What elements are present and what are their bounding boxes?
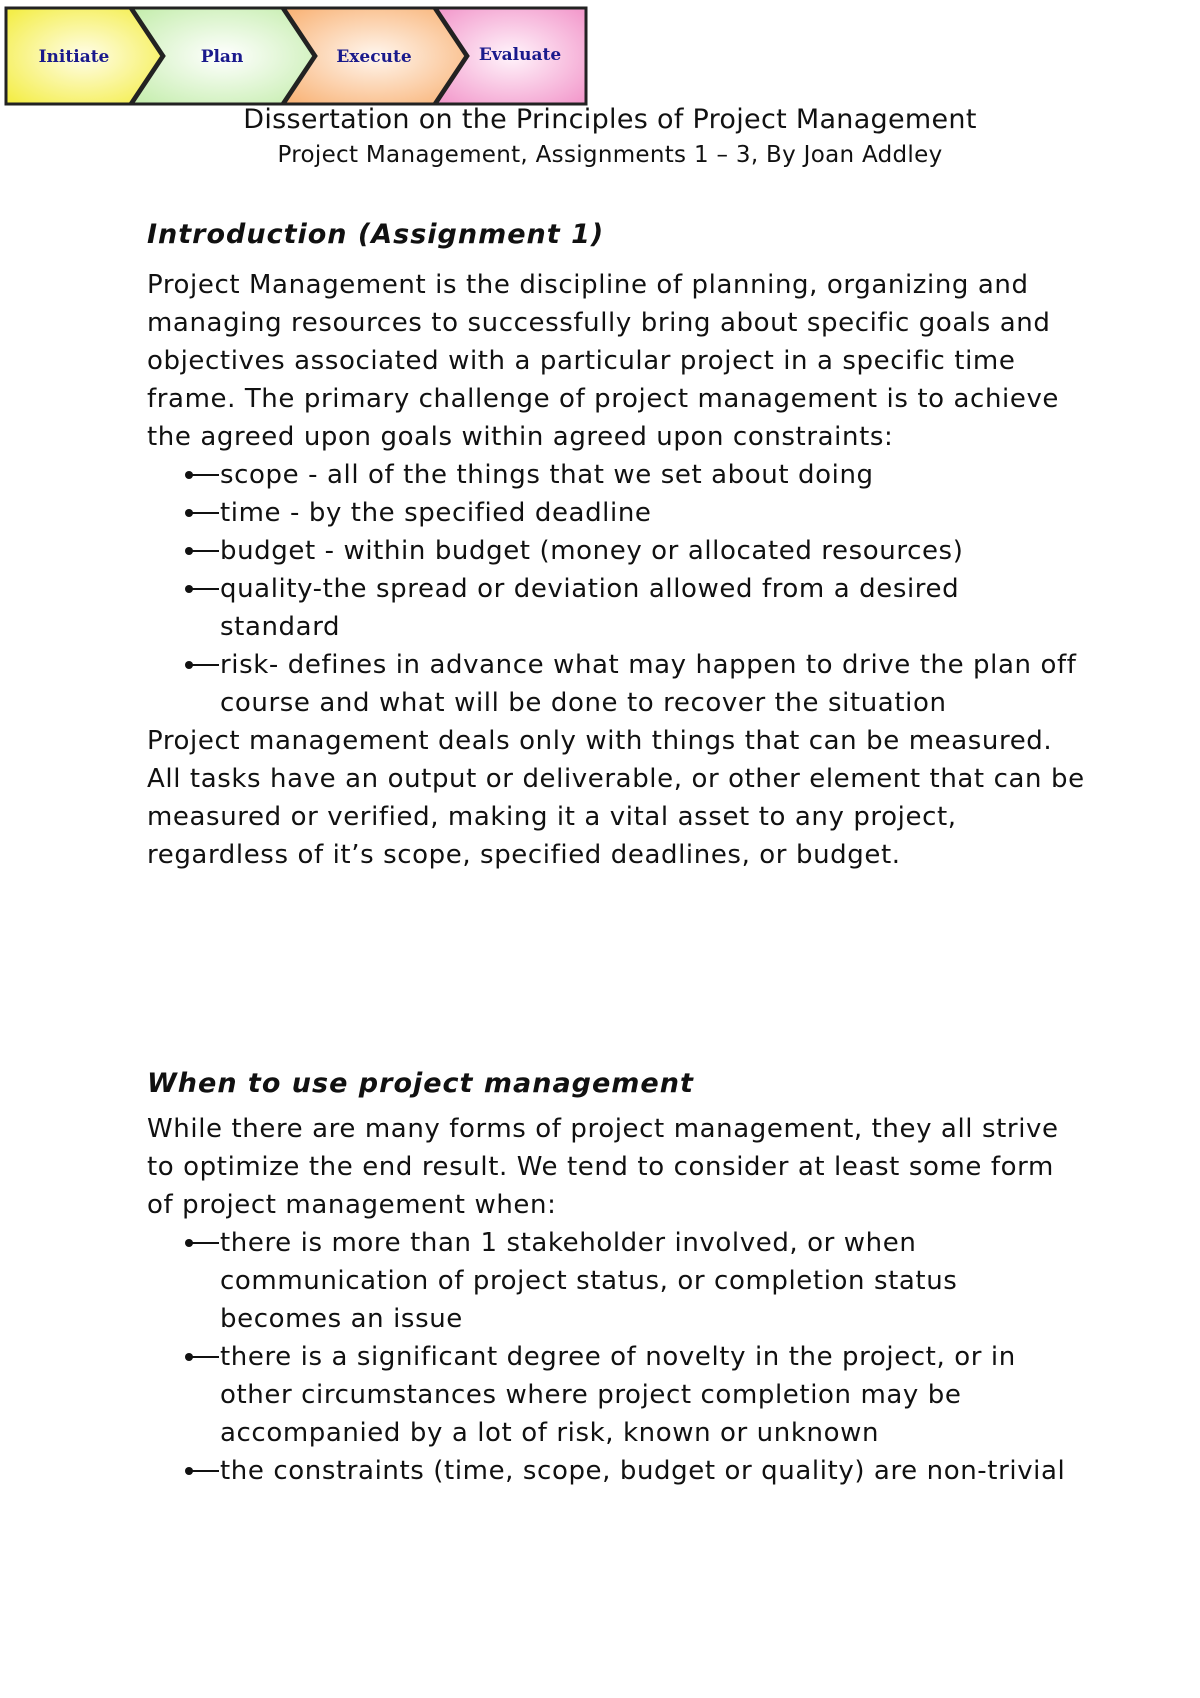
list-item-text: there is more than 1 stakeholder involved, or when communication of project status, or completion status becomes an issue [220,1228,958,1334]
section-heading-introduction: Introduction (Assignment 1) [147,219,605,250]
chevron-execute-label: Execute [336,47,412,67]
arrow-bullet-icon [183,1351,221,1363]
chevron-initiate [6,8,162,104]
list-item-text: there is a significant degree of novelty in the project, or in other circumstances where project completion may be accompanied by a lot of risk, known or unknown [220,1342,1016,1448]
list-item [147,1338,1087,1452]
when-to-use-paragraph: While there are many forms of project management, they all strive to optimize the end result. We tend to consider at least some form of project management when: [147,1114,1059,1220]
section-introduction [147,216,1087,874]
arrow-bullet-icon [183,583,221,595]
introduction-closing-paragraph: Project management deals only with things that can be measured. All tasks have an output or deliverable, or other element that can be measured or verified, making it a vital asset to any project, regardless of it’s scope, specified deadlines, or budget. [147,726,1085,870]
chevron-plan-label: Plan [200,47,244,67]
list-item [147,570,1087,646]
section-heading-when-to-use: When to use project management [147,1068,694,1099]
arrow-bullet-icon [183,1465,221,1477]
list-item-text: quality-the spread or deviation allowed from a desired standard [220,574,960,642]
list-item-text: risk- defines in advance what may happen to drive the plan off course and what will be done to recover the situation [220,650,1077,718]
introduction-paragraph: Project Management is the discipline of planning, organizing and managing resources to successfully bring about specific goals and objectives associated with a particular project in a specific time frame. The primary challenge of project management is to achieve the agreed upon goals within agreed upon constraints: [147,270,1060,452]
list-item [147,494,1087,532]
arrow-bullet-icon [183,545,221,557]
document-subtitle: Project Management, Assignments 1 – 3, By Joan Addley [277,142,943,168]
list-item [147,1224,1087,1338]
arrow-bullet-icon [183,1237,221,1249]
list-item [147,1452,1087,1490]
chevron-evaluate-label: Evaluate [478,45,562,65]
list-item-text: time - by the specified deadline [220,498,652,528]
arrow-bullet-icon [183,469,221,481]
list-item [147,532,1087,570]
list-item-text: scope - all of the things that we set about doing [220,460,874,490]
chevron-initiate-label: Initiate [38,47,110,67]
arrow-bullet-icon [183,659,221,671]
list-item-text: the constraints (time, scope, budget or quality) are non-trivial [220,1456,1066,1486]
arrow-bullet-icon [183,507,221,519]
conditions-list [147,1224,1087,1490]
list-item-text: budget - within budget (money or allocated resources) [220,536,964,566]
process-chevron-diagram [4,4,596,108]
document-title: Dissertation on the Principles of Project Management [243,104,977,135]
constraints-list [147,456,1087,722]
list-item [147,646,1087,722]
section-when-to-use [147,1065,1087,1490]
list-item [147,456,1087,494]
